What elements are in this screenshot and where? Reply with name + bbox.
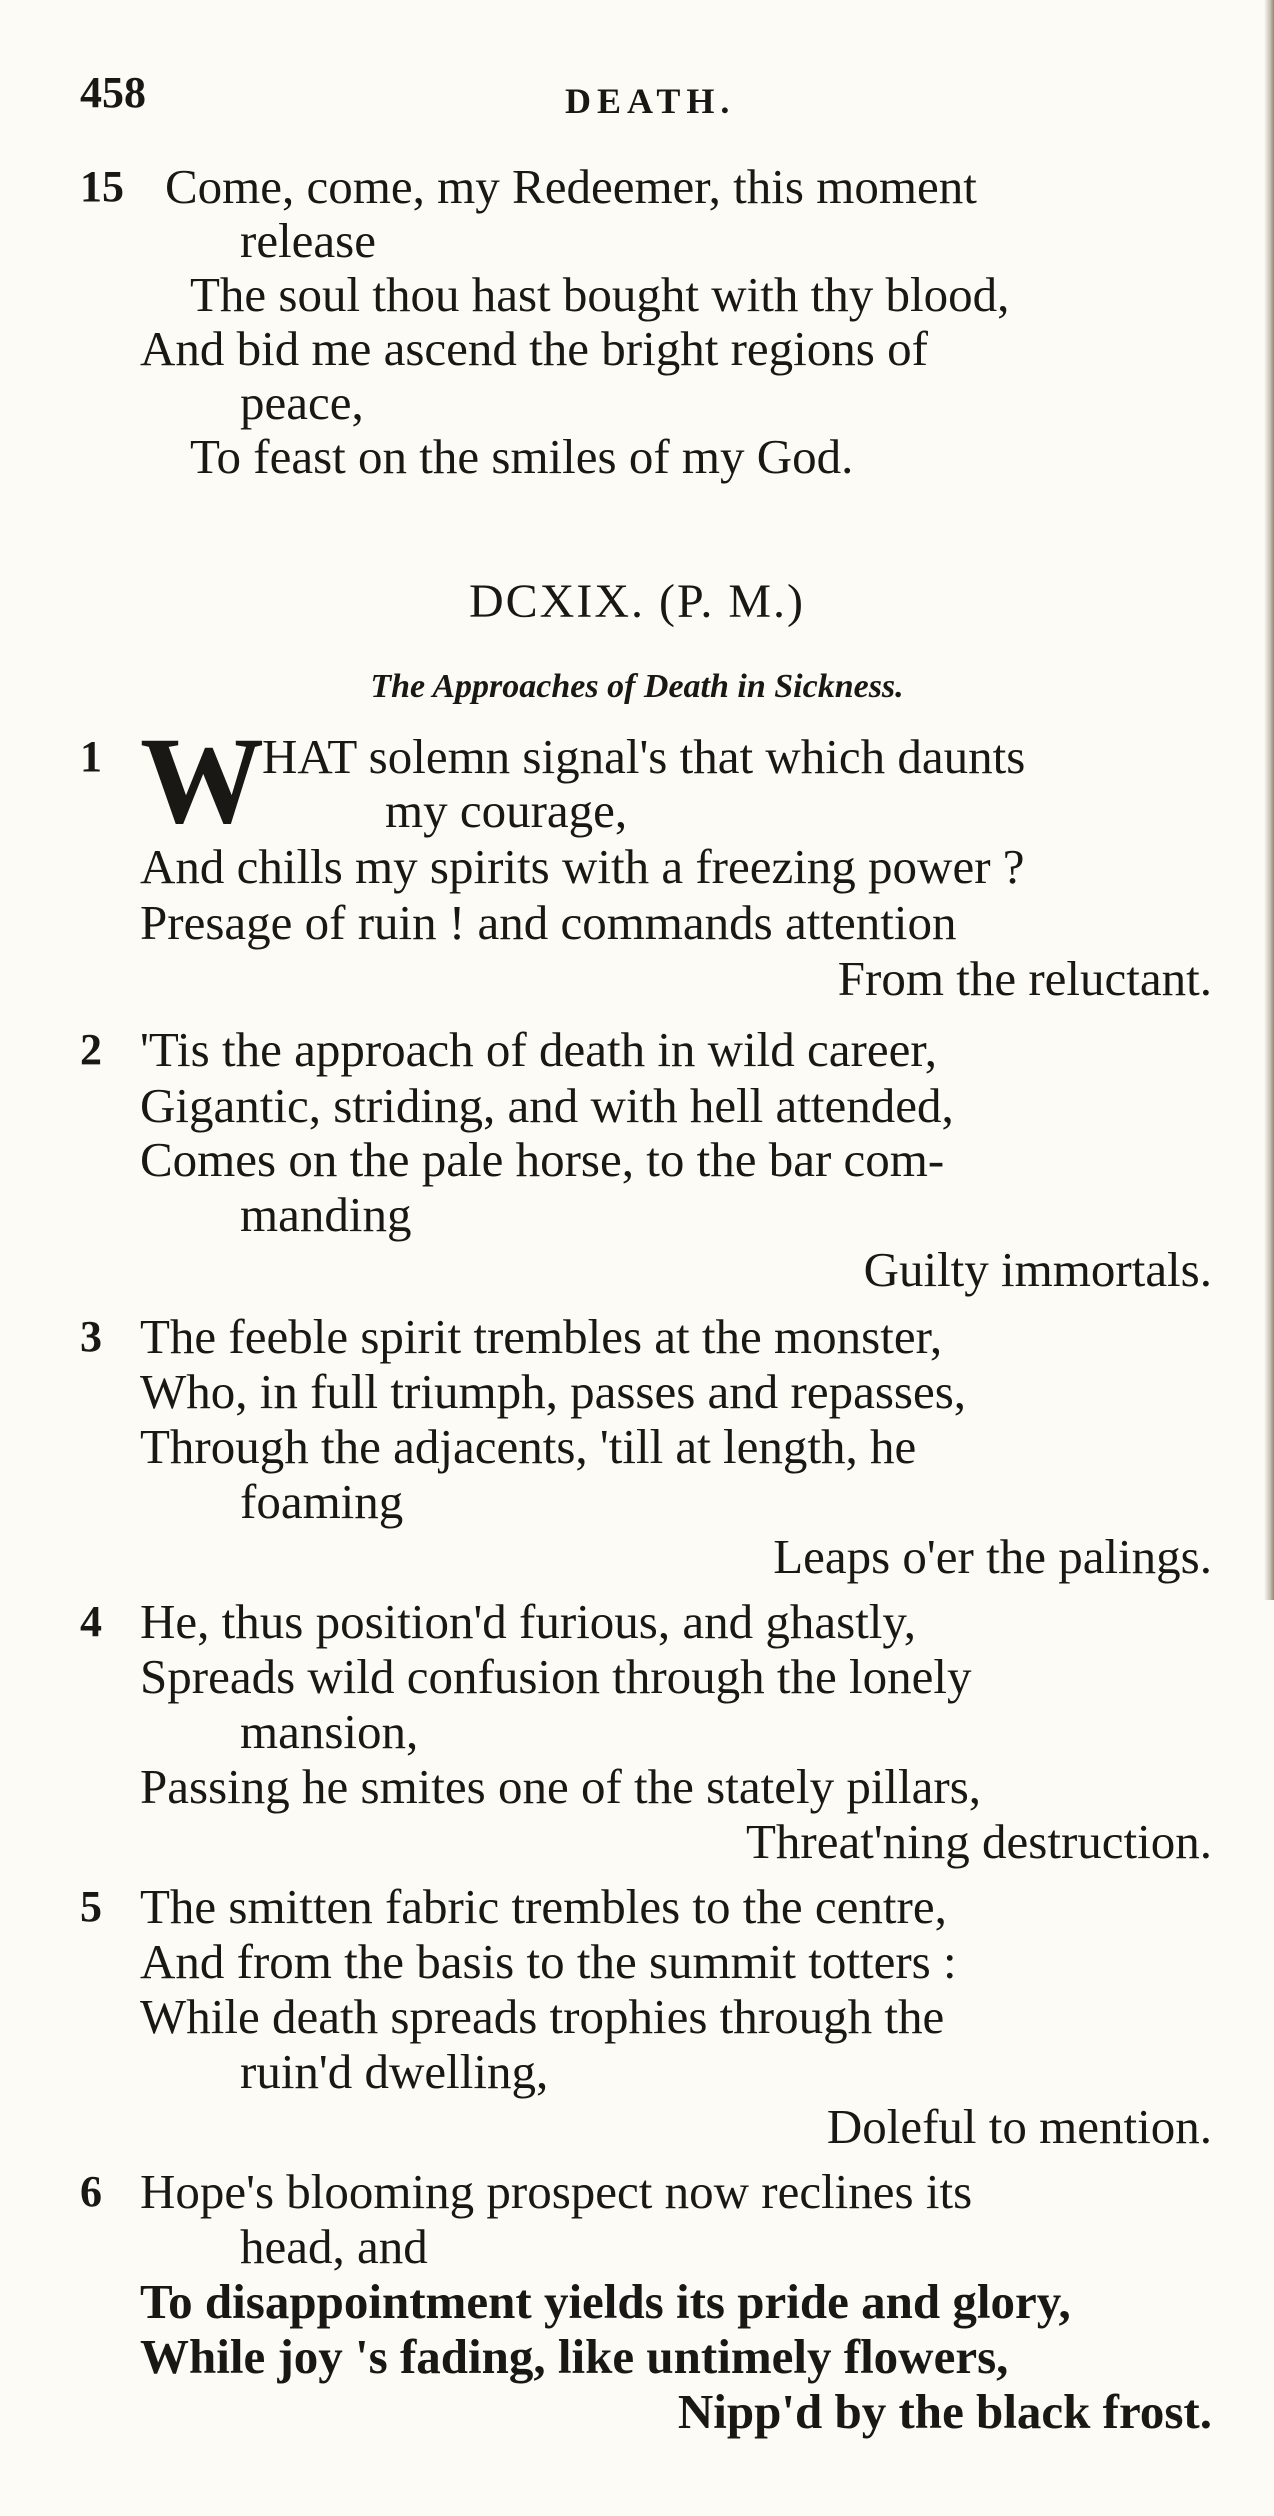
verse-line: Hope's blooming prospect now reclines its	[140, 2164, 973, 2219]
verse-line: Gigantic, striding, and with hell attended,	[140, 1078, 954, 1133]
verse-line: From the reluctant.	[837, 951, 1212, 1006]
verse-number: 4	[80, 1597, 102, 1646]
verse-line: Passing he smites one of the stately pillars,	[140, 1759, 982, 1814]
verse-line: The smitten fabric trembles to the centre,	[140, 1879, 947, 1934]
verse-line: And from the basis to the summit totters :	[140, 1934, 957, 1989]
verse-line: my courage,	[385, 783, 628, 838]
verse-line: Guilty immortals.	[863, 1242, 1212, 1297]
verse-line: ruin'd dwelling,	[240, 2044, 549, 2099]
verse-line: The feeble spirit trembles at the monster,	[140, 1309, 943, 1364]
verse-line: And chills my spirits with a freezing power ?	[140, 839, 1025, 894]
verse-line: He, thus position'd furious, and ghastly,	[140, 1594, 916, 1649]
verse-line: head, and	[240, 2219, 428, 2274]
hymn-title: The Approaches of Death in Sickness.	[370, 668, 904, 705]
running-head: DEATH.	[565, 81, 736, 121]
verse-line: And bid me ascend the bright regions of	[140, 321, 928, 376]
verse-line: Come, come, my Redeemer, this moment	[165, 159, 977, 214]
verse-line: manding	[240, 1187, 412, 1242]
verse-line: Comes on the pale horse, to the bar com-	[140, 1132, 945, 1187]
verse-line: Presage of ruin ! and commands attention	[140, 895, 957, 950]
verse-line: While death spreads trophies through the	[140, 1989, 945, 2044]
verse-line: To disappointment yields its pride and glory,	[140, 2274, 1071, 2329]
page-header	[0, 66, 1274, 126]
verse-line: To feast on the smiles of my God.	[190, 429, 854, 484]
verse-line: HAT solemn signal's that which daunts	[262, 729, 1026, 784]
verse-line: release	[240, 213, 376, 268]
verse-line: mansion,	[240, 1704, 419, 1759]
verse-line: Nipp'd by the black frost.	[677, 2384, 1212, 2439]
hymn-number: DCXIX. (P. M.)	[468, 575, 805, 628]
verse-number: 15	[80, 162, 124, 211]
verse-number: 3	[80, 1312, 102, 1361]
verse-number: 5	[80, 1882, 102, 1931]
verse-line: Threat'ning destruction.	[745, 1814, 1212, 1869]
verse-line: While joy 's fading, like untimely flowers,	[140, 2329, 1009, 2384]
verse-number: 2	[80, 1025, 102, 1074]
drop-cap: W	[140, 712, 264, 849]
verse-number: 1	[80, 732, 102, 781]
verse-line: Leaps o'er the palings.	[773, 1529, 1212, 1584]
verse-line: foaming	[240, 1474, 404, 1529]
verse-line: Through the adjacents, 'till at length, he	[140, 1419, 917, 1474]
page-edge-shadow	[1264, 0, 1274, 1600]
verse-line: peace,	[240, 375, 364, 430]
verse-line: Spreads wild confusion through the lonely	[140, 1649, 972, 1704]
page-number: 458	[80, 68, 146, 117]
verse-line: Doleful to mention.	[826, 2099, 1212, 2154]
verse-line: The soul thou hast bought with thy blood,	[190, 267, 1010, 322]
verse-number: 6	[80, 2167, 102, 2216]
verse-line: 'Tis the approach of death in wild career,	[140, 1022, 937, 1077]
verse-line: Who, in full triumph, passes and repasses,	[140, 1364, 967, 1419]
